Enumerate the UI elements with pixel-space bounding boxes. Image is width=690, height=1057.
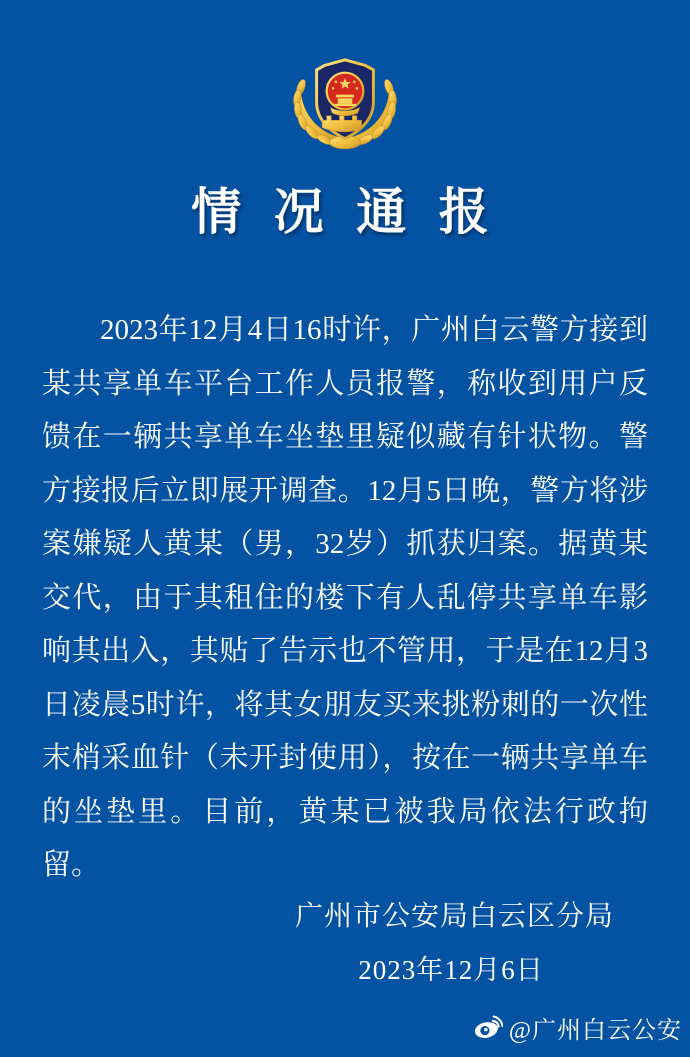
- notice-date: 2023年12月6日: [358, 955, 544, 985]
- notice-title: 情 况 通 报: [191, 184, 499, 240]
- agency-name: 广州市公安局白云区分局: [295, 901, 615, 932]
- signature-block: [295, 901, 615, 985]
- police-emblem-icon: [290, 54, 400, 150]
- watermark-text: @广州白云公安: [508, 1018, 682, 1044]
- notice-body: 2023年12月4日16时许，广州白云警方接到某共享单车平台工作人员报警，称收到用户反馈在一辆共享单车坐垫里疑似藏有针状物。警方接报后立即展开调查。12月5日晚，警方将涉案嫌疑人黄某（男，32岁）抓获归案。据黄某交代，由于其租住的楼下有人乱停共享单车影响其出入，其贴了告示也不管用，于是在12月3日凌晨5时许，将其女朋友买来挑粉刺的一次性末梢采血针（未开封使用），按在一辆共享单车的坐垫里。目前，黄某已被我局依法行政拘留。: [42, 314, 648, 881]
- weibo-watermark: [473, 1010, 682, 1045]
- weibo-icon: [473, 1015, 503, 1040]
